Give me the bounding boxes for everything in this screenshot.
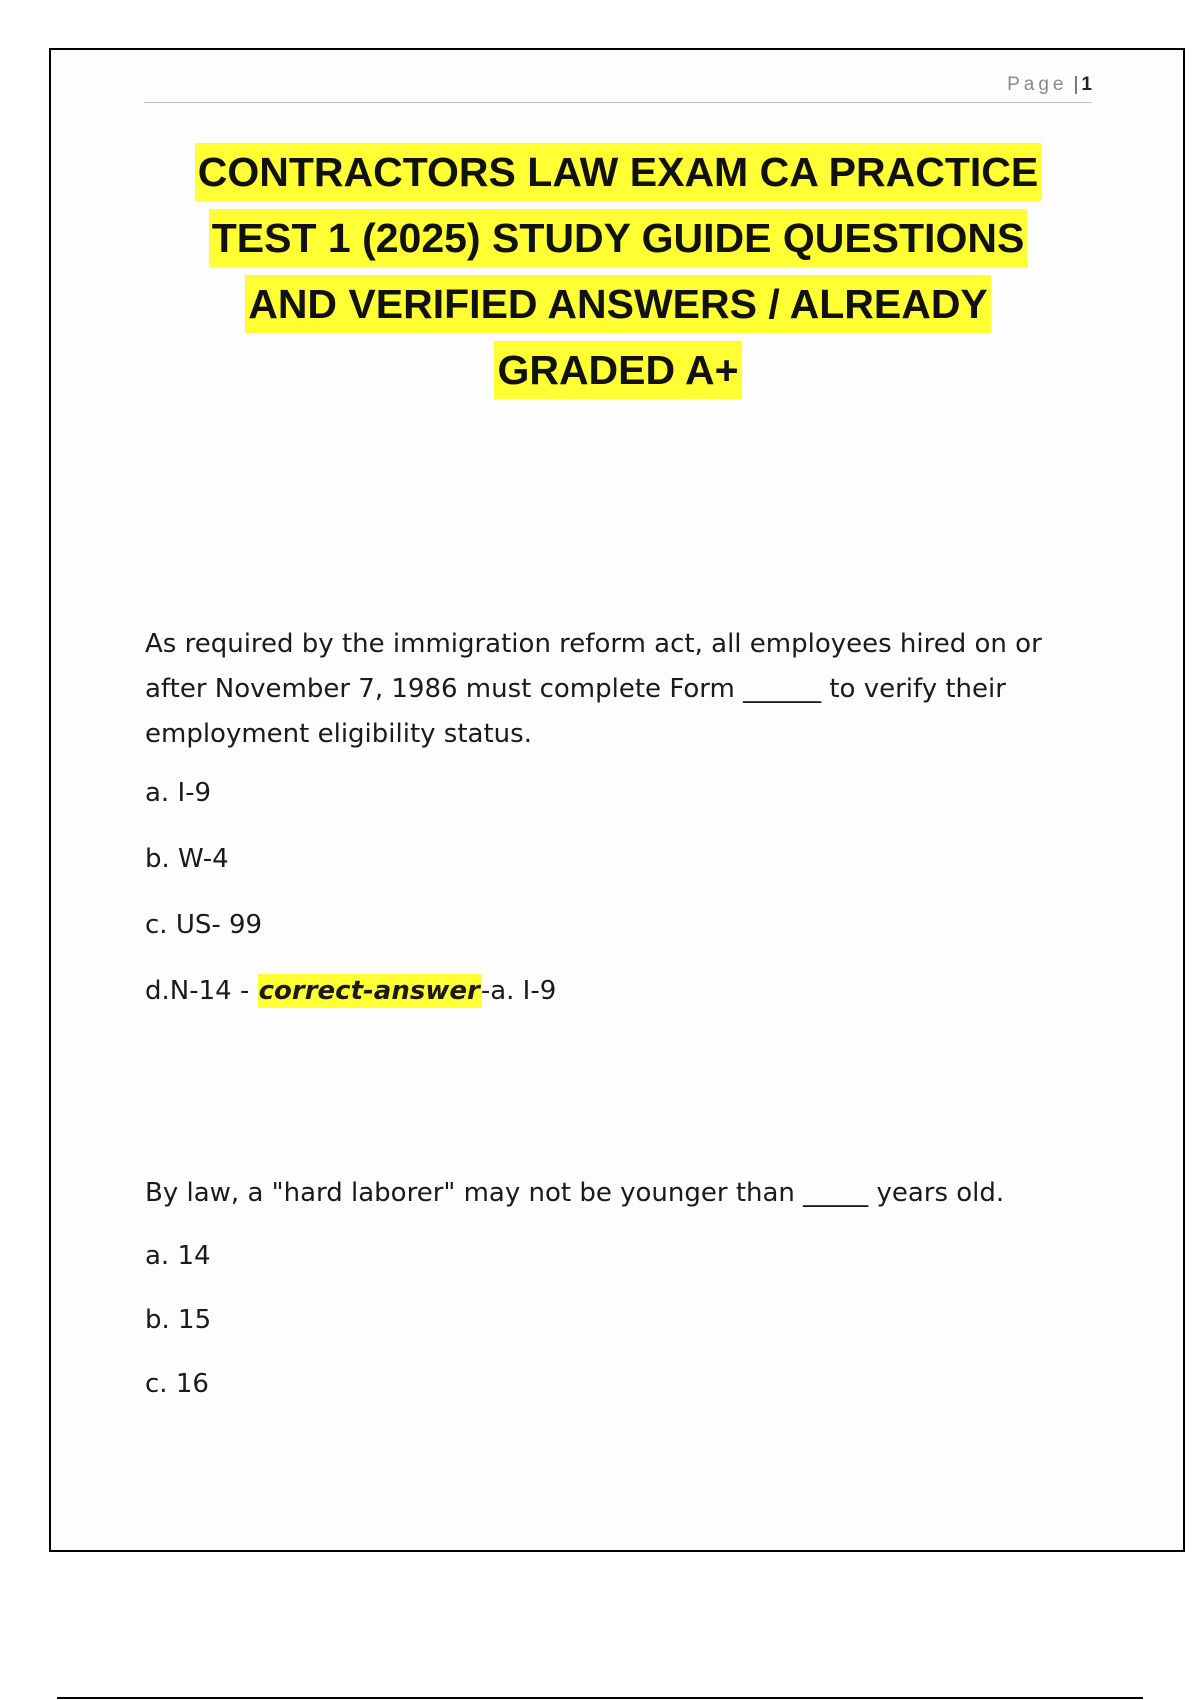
title-line: TEST 1 (2025) STUDY GUIDE QUESTIONS	[209, 209, 1028, 267]
page-number-header	[1007, 74, 1092, 96]
answer-option: b. 15	[145, 1305, 212, 1335]
question-2	[145, 1171, 1075, 1404]
title-line: AND VERIFIED ANSWERS / ALREADY	[245, 275, 991, 333]
answer-option-prefix: d.N-14 -	[145, 976, 258, 1006]
document-title	[144, 143, 1092, 407]
title-line: GRADED A+	[494, 341, 741, 399]
answer-option-with-key	[145, 971, 1075, 1011]
answer-option: b. W-4	[145, 844, 229, 874]
page-bottom-rule	[57, 1697, 1143, 1699]
answer-option: c. US- 99	[145, 910, 263, 940]
answer-option: a. I-9	[145, 778, 212, 808]
correct-answer-tag: correct-answer	[258, 976, 480, 1006]
page-label: Page	[1007, 74, 1068, 95]
question-1	[145, 622, 1075, 1011]
correct-answer-value: -a. I-9	[480, 976, 557, 1006]
answer-option: c. 16	[145, 1369, 209, 1399]
question-text: By law, a "hard laborer" may not be younger than _____ years old.	[145, 1178, 1005, 1208]
question-text: As required by the immigration reform act, all employees hired on or after November 7, 1986 must complete Form ______ to verify their employment eligibility status.	[145, 629, 1042, 749]
answer-option: a. 14	[145, 1241, 211, 1271]
page-separator: |	[1073, 74, 1079, 95]
title-line: CONTRACTORS LAW EXAM CA PRACTICE	[195, 143, 1042, 201]
header-divider	[144, 102, 1092, 103]
page-number: 1	[1081, 74, 1092, 95]
